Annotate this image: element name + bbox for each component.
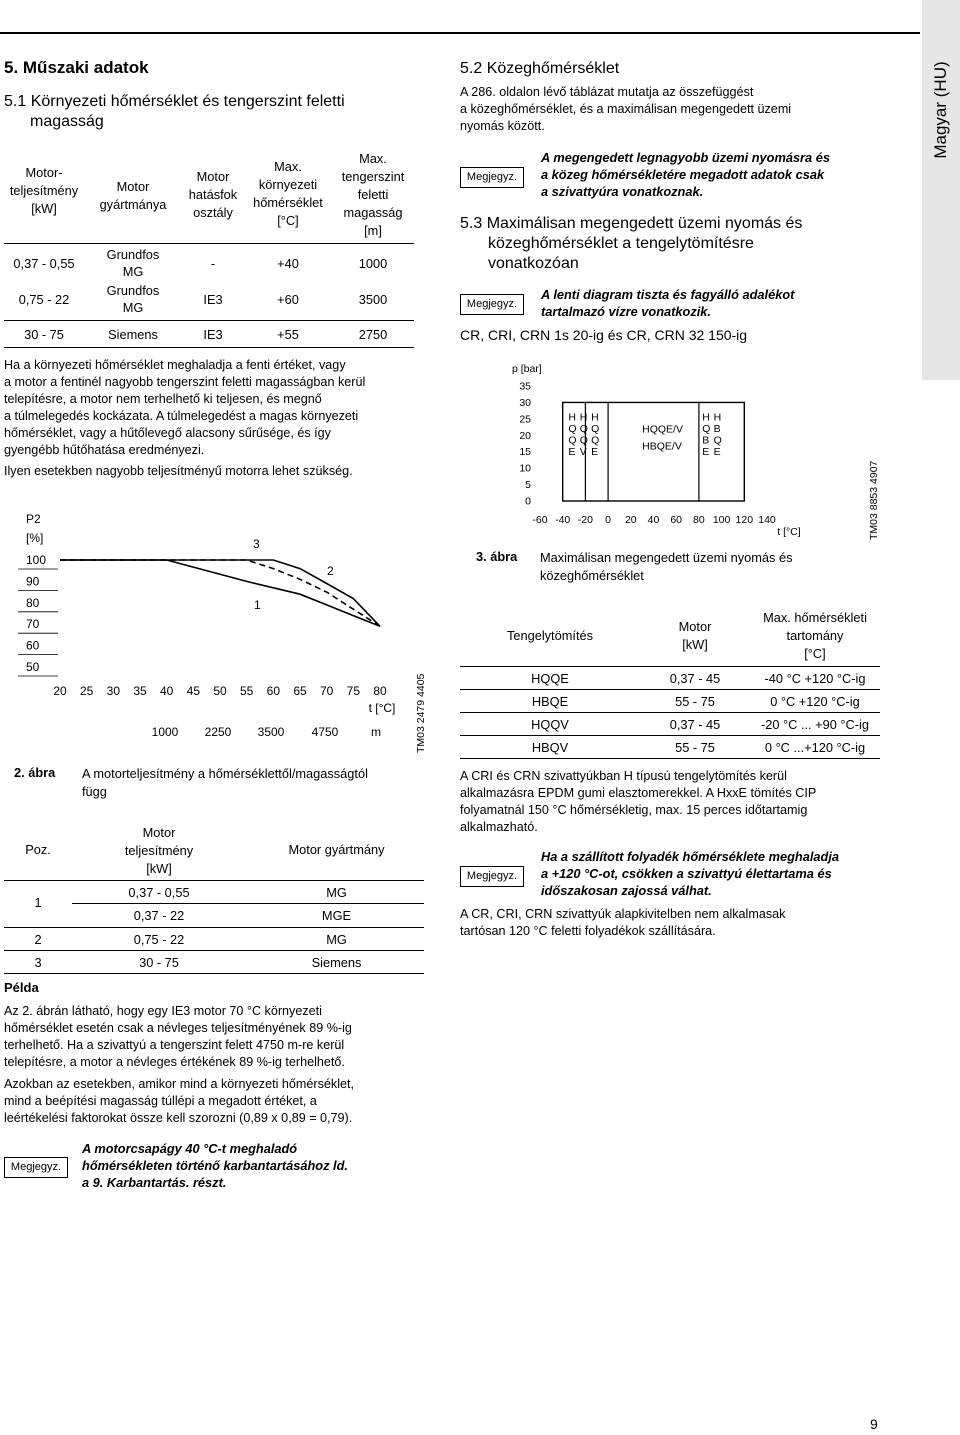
language-tab[interactable]	[922, 0, 960, 380]
zone-letter: Q	[591, 434, 600, 447]
zone-letter: H	[713, 411, 722, 424]
seal-row	[460, 690, 880, 713]
seal-row	[460, 736, 880, 759]
zone-letter: H	[702, 411, 710, 424]
pressure-temperature-chart	[440, 355, 840, 545]
y-tick-label: 15	[519, 446, 531, 459]
y-tick-label: 70	[26, 617, 40, 632]
pos-table-header: Poz. Motor teljesítmény [kW] Motor gyártmány	[25, 825, 385, 876]
zone-letter: Q	[568, 422, 577, 435]
zone-letter: Q	[591, 422, 600, 435]
zone-letter: B	[713, 422, 721, 435]
y-tick-label: 50	[26, 660, 40, 674]
x-tick-label: -20	[577, 514, 593, 526]
note-badge: Megjegyz.	[460, 294, 524, 315]
last-paragraph: A CR, CRI, CRN szivattyúk alapkivitelben nem alkalmasak tartósan 120 °C feletti folyadékok szállítására.	[460, 907, 786, 938]
y-tick-label: 0	[525, 495, 531, 508]
position-table	[4, 822, 424, 974]
page-number: 9	[870, 1416, 878, 1432]
seal-cell-seal: HQQV	[531, 717, 569, 732]
zone-letter: E	[702, 445, 710, 458]
x-tick-label: 20	[624, 514, 637, 526]
cri-paragraph: A CRI és CRN szivattyúkban H típusú tengelytömítés kerül alkalmazásra EPDM gumi elasztomerekkel. A HxxE tömítés CIP folyamatnál 150 °C hőmérsékletig, max. 15 perces időtartamig alkalmazható.	[460, 769, 817, 834]
pos-row: 3 30 - 75 Siemens	[34, 955, 362, 970]
top-rule	[0, 32, 920, 34]
y-tick-label: 100	[26, 553, 47, 567]
overheat-paragraph: Ha a környezeti hőmérséklet meghaladja a fenti értéket, vagy a motor a fentinél nagyobb tengerszint feletti magasságban kerül telepítésre, a motor nem terhelhető ki teljesen, és megnő a túlmelegedés kockázata. A túlmelegedést a magas környezeti hőmérséklet, vagy a hűtőlevegő alacsony sűrűsége, és így gyengébb hűtőhatása eredményezi. Ilyen esetekben nagyobb teljesítményű motorra lehet szükség.	[4, 358, 366, 478]
x-tick-label: 50	[213, 684, 227, 698]
x-tick-label: 55	[239, 684, 254, 698]
x-tick-label: 45	[186, 684, 201, 698]
env-h-make: Motor gyártmánya	[99, 179, 167, 212]
example-title: Példa	[4, 980, 39, 995]
note-badge: Megjegyz.	[460, 866, 524, 887]
zone-letter: H	[591, 411, 599, 424]
series-label-3: 3	[253, 537, 260, 551]
seal-cell-kw: 55 - 75	[675, 740, 715, 755]
subsection-title-line1: 5.1 Környezeti hőmérséklet és tengerszint feletti	[4, 93, 345, 110]
x-tick-label: 140	[758, 514, 776, 526]
zone-label-hqqe: HQQE/V	[642, 423, 683, 436]
seal-cell-seal: HBQE	[531, 694, 569, 709]
note-pressure-data: A megengedett legnagyobb üzemi nyomásra és a közeg hőmérsékletére megadott adatok csak a szivattyúra vonatkoznak.	[541, 150, 830, 199]
y-axis-label: P2	[26, 512, 41, 526]
y-axis-unit: [%]	[26, 531, 44, 545]
seal-cell-kw: 0,37 - 45	[669, 717, 721, 732]
x-tick-label: -40	[555, 514, 571, 526]
seal-row	[460, 713, 880, 736]
seal-cell-seal: HBQV	[531, 740, 569, 755]
x-tick-label: 20	[53, 684, 67, 698]
environment-table	[4, 146, 414, 348]
x-tick-label: 70	[319, 684, 334, 698]
seal-cell-range: 0 °C ...+120 °C-ig	[764, 740, 866, 755]
x-tick-label: -60	[532, 514, 548, 526]
zone-letter: Q	[713, 434, 722, 447]
note-badge: Megjegyz.	[460, 167, 524, 188]
note-high-temperature: Ha a szállított folyadék hőmérséklete meghaladja a +120 °C-ot, csökken a szivattyú élettartama és időszakosan zajossá válhat.	[541, 849, 839, 898]
zone-letter: B	[702, 434, 710, 447]
pos-row-1: 1 0,37 - 0,55 MG 0,37 - 22 MGE	[4, 881, 424, 927]
zone-letter: E	[591, 445, 599, 458]
zone-letter: H	[579, 411, 588, 424]
x-tick-label: 25	[79, 684, 94, 698]
s53-title: 5.3 Maximálisan megengedett üzemi nyomás és közeghőmérséklet a tengelytömítésre vonatkozóan	[460, 215, 803, 272]
series-label-1: 1	[254, 598, 261, 612]
fig2-label: 2. ábra	[14, 765, 56, 780]
x-tick-label: 60	[670, 514, 683, 526]
zone-letter: Q	[579, 422, 588, 435]
seal-table	[460, 606, 880, 759]
x-tick-label: 60	[266, 684, 281, 698]
seal-row	[460, 667, 880, 690]
x-tick-label: 40	[159, 684, 174, 698]
zone-letter: Q	[579, 434, 588, 447]
derating-chart	[0, 505, 440, 765]
y-tick-label: 20	[519, 429, 531, 442]
x-axis-label: t [°C]	[368, 701, 396, 715]
fig2-code: TM03 2479 4405	[415, 673, 427, 753]
zone-label-hbqe: HBQE/V	[642, 440, 682, 453]
seal-cell-kw: 0,37 - 45	[669, 671, 721, 686]
fig2-caption: A motorteljesítmény a hőmérséklettől/magasságtól függ	[82, 766, 368, 799]
x-tick-label: 35	[133, 684, 147, 698]
y-tick-label: 5	[525, 479, 531, 492]
y-tick-label: 80	[26, 595, 40, 610]
x2-tick-label: 4750	[311, 725, 339, 739]
seal-cell-kw: 55 - 75	[675, 694, 715, 709]
x-tick-label: 120	[735, 514, 754, 526]
env-row: 0,75 - 22 Grundfos MG IE3 +60 3500	[18, 283, 388, 315]
env-h-temp: Max. környezeti hőmérséklet [°C]	[253, 159, 323, 228]
zone-letter: E	[568, 445, 576, 458]
x-axis-label: t [°C]	[777, 526, 801, 538]
x-tick-label: 80	[373, 684, 387, 698]
x-tick-label: 65	[293, 684, 307, 698]
env-row: 30 - 75 Siemens IE3 +55 2750	[24, 327, 388, 342]
s52-paragraph: A 286. oldalon lévő táblázat mutatja az összefüggést a közeghőmérséklet, és a maximálisan megengedett üzemi nyomás között.	[460, 85, 792, 133]
model-range: CR, CRI, CRN 1s 20-ig és CR, CRN 32 150-ig	[460, 327, 748, 343]
fig3-caption: Maximálisan megengedett üzemi nyomás és közeghőmérséklet	[540, 550, 793, 583]
seal-table-header: Tengelytömítés Motor [kW] Max. hőmérsékleti tartomány [°C]	[506, 610, 867, 661]
section-title: 5. Műszaki adatok	[4, 58, 149, 77]
x2-tick-label: 2250	[204, 725, 232, 739]
x-tick-label: 30	[106, 684, 121, 698]
y-axis-label: p [bar]	[512, 363, 542, 375]
fig3-code: TM03 8853 4907	[868, 460, 880, 540]
seal-cell-range: -40 °C +120 °C-ig	[764, 671, 866, 686]
seal-cell-range: 0 °C +120 °C-ig	[770, 694, 860, 709]
y-tick-label: 30	[519, 396, 531, 409]
series-label-2: 2	[327, 564, 334, 578]
example-paragraph: Az 2. ábrán látható, hogy egy IE3 motor 70 °C környezeti hőmérséklet esetén csak a névleges teljesítményének 89 %-ig terhelhető. Ha a szivattyú a tengerszint felett 4750 m-re kerül telepítésre, a motor a névleges értékének 89 %-ig terhelhető. Azokban az esetekben, amikor mind a környezeti hőmérséklet, mind a beépítési magasság túllépi a megadott értéket, a leértékelési faktorokat össze kell szorozni (0,89 x 0,89 = 0,79).	[4, 1004, 354, 1125]
zone-letter: Q	[702, 422, 711, 435]
x2-tick-label: 3500	[257, 725, 285, 739]
language-tab-label: Magyar (HU)	[931, 61, 950, 159]
note-diagram-water: A lenti diagram tiszta és fagyálló adalékot tartalmazó vízre vonatkozik.	[541, 287, 795, 319]
env-h-alt: Max. tengerszint feletti magasság [m]	[341, 151, 405, 238]
x2-tick-label: 1000	[151, 725, 179, 739]
zone-letter: V	[579, 445, 587, 458]
x-tick-label: 80	[693, 514, 705, 526]
zone-letter: E	[713, 445, 721, 458]
seal-cell-seal: HQQE	[531, 671, 569, 686]
zone-letter: H	[568, 411, 576, 424]
subsection-title	[4, 93, 345, 131]
subsection-title-line2: magasság	[30, 113, 104, 130]
x-tick-label: 0	[605, 514, 612, 526]
fig3-label: 3. ábra	[476, 549, 518, 564]
env-row: 0,37 - 0,55 Grundfos MG - +40 1000	[13, 247, 388, 279]
y-tick-label: 90	[26, 574, 40, 589]
x-tick-label: 75	[346, 684, 361, 698]
zone-letter: Q	[568, 434, 577, 447]
y-tick-label: 35	[519, 380, 531, 393]
y-tick-label: 60	[26, 638, 40, 653]
env-table-header	[4, 146, 414, 243]
x-tick-label: 40	[647, 514, 660, 526]
y-tick-label: 25	[519, 413, 531, 426]
x2-axis-label: m	[371, 725, 381, 739]
seal-cell-range: -20 °C ... +90 °C-ig	[760, 717, 870, 732]
env-h-class: Motor hatásfok osztály	[188, 169, 238, 220]
pos-row: 2 0,75 - 22 MG	[34, 932, 347, 947]
note-motor-bearing: A motorcsapágy 40 °C-t meghaladó hőmérsékleten történő karbantartásához ld. a 9. Karbantartás. részt.	[82, 1141, 348, 1190]
x-tick-label: 100	[712, 514, 731, 526]
env-h-kw: Motor- teljesítmény [kW]	[9, 165, 79, 216]
y-tick-label: 10	[519, 462, 531, 475]
s52-title: 5.2 Közeghőmérséklet	[460, 60, 620, 77]
note-badge: Megjegyz.	[4, 1157, 68, 1178]
